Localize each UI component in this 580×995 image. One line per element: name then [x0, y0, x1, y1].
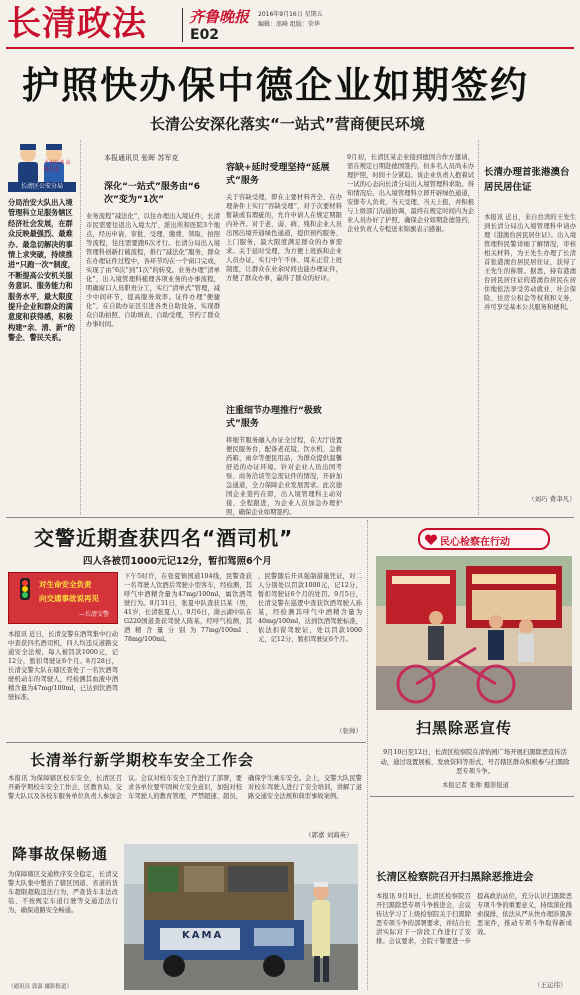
badge-line-2: 向交通事故说再见 [39, 594, 99, 603]
hk-permit-body: 本报讯 近日，来自台湾的王先生到长清分局出入境管理科申请办理《港澳台居民居住证》。出入境管理科民警详细了解情况，审核相关材料，为王先生办理了长清首张港澳台居民居住证，获得了王先生的称赞。据悉，持有港澳台居民居住证的港澳台居民在居住地依法享受劳动就业、社会保险、住房公积金等权利和义务，并可享受基本公共服务和便利。 [484, 214, 576, 311]
column-separator [80, 140, 81, 515]
editor-line: 编辑：邵峰 组版：荣华 [258, 21, 320, 28]
section-title: 长清政法 [7, 4, 147, 44]
bus-body: 本报讯 为保障辖区校车安全，长清区召开新学期校车安全工作会，区教育局、交警大队以及各校车服务单位负责人参加会议。会议对校车安全工作进行了部署，要求各单位要牢固树立安全意识，加强对校车驾驶人的教育管理，严禁超速、超员，确保学生乘车安全。会上，交警大队民警对校车驾驶人进行了安全培训，讲解了道路交通安全法规和典型事故案例。 [8, 775, 362, 800]
hazard-headline: 降事故保畅通 [12, 845, 109, 863]
drunk-headline: 交警近期查获四名“酒司机” [34, 526, 294, 550]
hazard-credit: （通讯员 郭嘉 摄影报道） [8, 984, 72, 990]
lead-intro: 分局治安大队出入境管理科立足服务辖区经济社会发展，在群众反映最强烈、最难办、最急切解决的事情上求突破，持续推进“只跑一次”制度，不断提高公安机关服务意识、服务能力和服务水平，最大限度提升企业和群众的满意度和获得感，积极构建“亲、清、新”的警企、警民关系。 [8, 198, 75, 343]
publicity-event-image [376, 556, 572, 710]
photo-credit: 本报记者 张帅 摄影报道 [442, 782, 509, 789]
lead-body-4: 9月初，长清区某企业接到德国合作方邀请，需在规定日期赴德国签约，但多名人员尚未办理护照，时间十分紧迫。该企业负责人抱着试一试的心态向长清分局出入境管理科求助。得知情况后，出入境管理科立即开辟绿色通道，安排专人负责，当天受理、当天上报，并积极与上级部门沟通协调，最终在规定时间内为企业人员办好了护照，确保企业如期赴德签约，企业负责人专程送来锦旗表示感谢。 [347, 154, 474, 233]
lead-subsection-1-title: 深化“一站式”服务由“6次”变为“1次” [104, 182, 201, 205]
drunk-body-3: ，民警随后开具强制措施凭证，对二人分别处以罚款1000元，记12分，暂扣驾驶证6个月的处罚。9月5日，长清交警在巡逻中查获饮酒驾驶人孙某，经检测其呼气中酒精含量为40mg/100ml，达到饮酒驾驶标准，依法扣留驾驶证，处以罚款1000元，记12分，暂扣驾驶证6个月。 [258, 573, 362, 643]
hazard-body: 为保障辖区交通秩序安全稳定，长清交警大队集中整治了辖区国道、省道的货车超限超载违法行为，严查货车非法改装、不按规定车道行驶等交通违法行为，确保道路安全畅通。 [8, 871, 118, 914]
hk-permit-credit: （刘巧 费聿凡） [528, 495, 576, 503]
photo-caption-title: 扫黑除恶宣传 [416, 719, 513, 737]
procuratorate-headline: 长清区检察院召开扫黑除恶推进会 [376, 871, 534, 883]
badge-line-3: —长清交警 [79, 611, 110, 618]
page-number: E02 [190, 27, 220, 43]
drunk-credit: （张帅） [336, 727, 362, 735]
drunk-subhead: 四人各被罚1000元记12分，暂扣驾照6个月 [83, 556, 272, 567]
lead-subsection-3-title: 注重细节办理推行“极致式”服务 [226, 406, 322, 429]
police-slogan: 平安长清 高效长清 [44, 160, 71, 173]
lead-body-3: 将细节服务融入办证全过程，在大厅设置便民服务台，配备老花镜、饮水机、急救药箱、雨伞等便民用品，为群众提供温馨舒适的办证环境。针对企业人员出国考察、商务洽谈等急需证件的情况，开辟加急通道，全力保障企业发展需求。此次德国企业签约在即，出入境管理科主动对接、全程跟进，为企业人员加急办理护照，确保企业如期签约。 [226, 437, 342, 516]
procuratorate-photo [376, 556, 572, 710]
divider [182, 8, 183, 42]
section-rule [6, 742, 366, 743]
lead-body-2: 关于容缺受理，即在主要材料齐全、在办理条件上实行“容缺受理”，对于次要材料暂缺或有瑕疵的，允许申请人在规定期限内补齐。对于老、弱、病、残和企业人员出国出境开通绿色通道，提供预约服务、上门服务，最大限度满足群众的办事需求。关于延时受理，为方便上班族和企业人员办证，实行中午不休、周末正常上班制度，让群众在业余时间也能办理证件，方便了群众办事，赢得了群众的好评。 [226, 194, 342, 282]
traffic-badge [8, 572, 118, 624]
paper-logo: 齐鲁晚报 [189, 8, 250, 26]
banner-label: 民心检察在行动 [440, 537, 510, 548]
drunk-body-1: 本报讯 近日，长清交警在酒驾集中行动中查获四名酒司机，四人均违反道路交通安全法规，每人被罚款1000元，记12分，暂扣驾驶证6个月。8月28日，长清交警大队在辖区查处了一名饮酒驾驶机动车的驾驶人，经检测其血液中酒精含量为47mg/100ml，已达到饮酒驾驶标准。 [8, 631, 118, 701]
hk-permit-headline: 长清办理首张港澳台居民居住证 [484, 167, 570, 193]
truck-inspection-image [124, 844, 358, 990]
column-separator [478, 140, 479, 515]
section-rule [370, 796, 574, 797]
drunk-body-2: 下午5时许，在张夏镇国道104线，民警查获一名驾驶人饮酒后驾驶小型客车，经检测，其呼气中酒精含量为47mg/100ml，属饮酒驾驶行为。8月31日，张夏中队查获吕某（男，41岁，长清张夏人）。9月6日，崮云湖中队在G220国道查获驾驶人陈某，经呼气检测，其酒精含量分别为77mg/100ml、78mg/100ml。 [124, 573, 252, 643]
procuratorate-credit: （王运伟） [534, 981, 567, 989]
traffic-light-icon [13, 577, 37, 601]
photo-caption: 9月10日至12日，长清区检察院在清怡园广场开展扫黑除恶宣传活动，通过设置展板、发放资料等形式，号召辖区群众积极参与扫黑除恶专项斗争。 [380, 749, 570, 776]
column-separator [367, 520, 368, 990]
truck-label: KAMA [182, 930, 224, 941]
bus-headline: 长清举行新学期校车安全工作会 [30, 751, 255, 769]
lead-byline: 本报通讯员 张晖 苏军克 [104, 154, 179, 162]
truck-photo [124, 844, 358, 990]
issue-date: 2016年9月16日 星期五 [258, 11, 323, 18]
lead-subsection-2-title: 容缺+延时受理坚持“延展式”服务 [226, 163, 330, 186]
police-logo-label: 长清区公安分局 [8, 182, 76, 192]
lead-headline: 护照快办保中德企业如期签约 [22, 64, 529, 107]
badge-line-1: 对生命安全负责 [39, 580, 92, 589]
heart-icon [424, 533, 438, 547]
lead-body-1: 业务流程“减法化”，以往办理出入境证件，长清市民需要往返出入境大厅、派出所和医院3个地点，经历申请、审批、受理、缴费、领取、拍照等流程，往往需要跑6次才行。长清分局出入境管理科创新打破流程，推行“减法化”服务，群众在办理证件过程中，各环节均在一个窗口完成，实现了由“6次”到“1次”的转变。业务办理“清单化”，出入境管理科梳理各项业务的办事流程，明确窗口人员职责分工，实行“清单式”管理，减少中间环节，提高服务效率。证件办理“便捷化”，在自助办证区引进各类自助设备，实现群众自助拍照、自助填表、自助受理，节约了群众办事时间。 [86, 213, 220, 328]
masthead-rule [6, 47, 574, 49]
procuratorate-banner [418, 528, 550, 550]
section-rule [6, 517, 574, 518]
lead-subhead: 长清公安深化落实“一站式”营商便民环境 [150, 115, 425, 133]
bus-credit: （郭嘉 刘海英） [305, 831, 353, 839]
procuratorate-body: 本报讯 9月8日，长清区检察院召开扫黑除恶专项斗争推进会，会议传达学习了上级检察院关于扫黑除恶专项斗争的部署要求，并结合长清实际对下一阶段工作进行了安排。会议要求，全院干警要进一步提高政治站位，充分认识扫黑除恶专项斗争的重要意义，持续深化线索摸排，依法从严从快办理涉黑涉恶案件，推动专项斗争取得新成效。 [376, 893, 572, 945]
